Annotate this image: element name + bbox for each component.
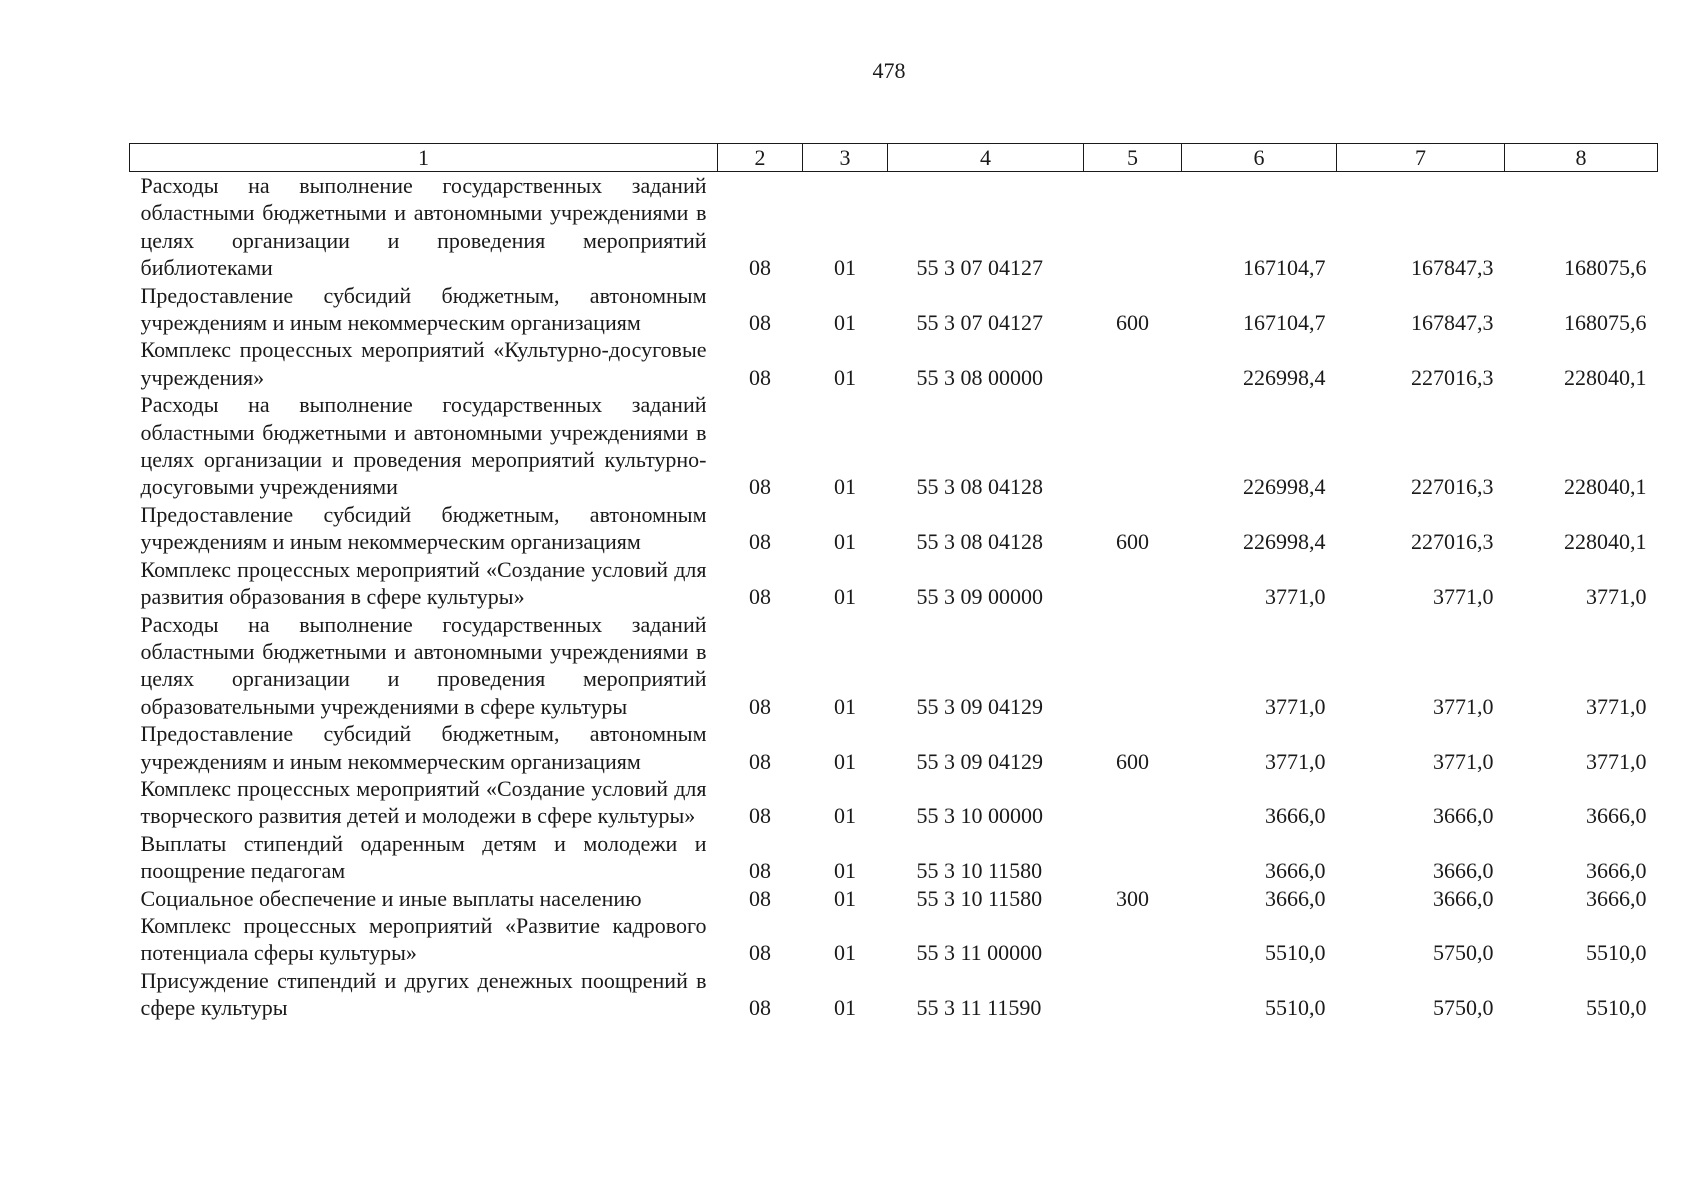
expense-type-code [1084, 967, 1182, 1022]
subsection-code: 01 [834, 584, 856, 610]
expense-type-code [1084, 336, 1182, 391]
header-col-1: 1 [130, 144, 718, 172]
target-article-code: 55 3 09 00000 [916, 584, 1043, 610]
header-col-4: 4 [888, 144, 1084, 172]
amount-col-6: 3771,0 [1265, 584, 1326, 610]
amount-col-7: 3771,0 [1433, 748, 1494, 774]
section-code: 08 [749, 995, 771, 1021]
expense-type-code [1084, 172, 1182, 282]
amount-col-6: 3771,0 [1265, 748, 1326, 774]
amount-col-6: 167104,7 [1243, 310, 1326, 336]
expense-type-code: 300 [1116, 885, 1149, 911]
expense-name: Выплаты стипендий одаренным детям и молодежи и поощрение педагогам [140, 830, 707, 884]
amount-col-6: 5510,0 [1265, 995, 1326, 1021]
table-row [130, 336, 1658, 391]
target-article-code: 55 3 10 00000 [916, 803, 1043, 829]
header-col-2: 2 [718, 144, 803, 172]
table-row [130, 501, 1658, 556]
target-article-code: 55 3 09 04129 [916, 748, 1043, 774]
section-code: 08 [749, 858, 771, 884]
budget-table [129, 143, 1658, 1022]
target-article-code: 55 3 10 11580 [916, 858, 1043, 884]
expense-name: Расходы на выполнение государственных заданий областными бюджетными и автономными учреждениями в целях организации и проведения мероприятий образовательными учреждениями в сфере культуры [140, 611, 707, 719]
table-row [130, 775, 1658, 830]
section-code: 08 [749, 803, 771, 829]
amount-col-7: 3666,0 [1433, 858, 1494, 884]
expense-type-code [1084, 391, 1182, 501]
header-col-3: 3 [803, 144, 888, 172]
table-row [130, 391, 1658, 501]
table-row [130, 556, 1658, 611]
subsection-code: 01 [834, 995, 856, 1021]
subsection-code: 01 [834, 364, 856, 390]
subsection-code: 01 [834, 885, 856, 911]
table-body [130, 172, 1658, 1022]
amount-col-7: 3771,0 [1433, 693, 1494, 719]
subsection-code: 01 [834, 858, 856, 884]
expense-name: Предоставление субсидий бюджетным, автономным учреждениям и иным некоммерческим организациям [140, 721, 707, 774]
expense-type-code [1084, 775, 1182, 830]
table-row [130, 720, 1658, 775]
subsection-code: 01 [834, 310, 856, 336]
header-col-6: 6 [1182, 144, 1337, 172]
amount-col-6: 3771,0 [1265, 693, 1326, 719]
subsection-code: 01 [834, 693, 856, 719]
section-code: 08 [749, 940, 771, 966]
section-code: 08 [749, 885, 771, 911]
table-header [130, 144, 1658, 172]
section-code: 08 [749, 584, 771, 610]
target-article-code: 55 3 07 04127 [916, 255, 1043, 281]
section-code: 08 [749, 748, 771, 774]
target-article-code: 55 3 11 00000 [916, 940, 1043, 966]
amount-col-7: 3666,0 [1433, 885, 1494, 911]
expense-name: Расходы на выполнение государственных заданий областными бюджетными и автономными учреждениями в целях организации и проведения мероприятий библиотеками [140, 173, 707, 281]
amount-col-7: 5750,0 [1433, 995, 1494, 1021]
subsection-code: 01 [834, 529, 856, 555]
amount-col-8: 168075,6 [1564, 310, 1647, 336]
subsection-code: 01 [834, 940, 856, 966]
expense-type-code [1084, 912, 1182, 967]
section-code: 08 [749, 364, 771, 390]
amount-col-8: 5510,0 [1586, 995, 1647, 1021]
expense-type-code: 600 [1116, 748, 1149, 774]
amount-col-8: 228040,1 [1564, 529, 1647, 555]
amount-col-7: 3666,0 [1433, 803, 1494, 829]
header-col-7: 7 [1337, 144, 1505, 172]
target-article-code: 55 3 09 04129 [916, 693, 1043, 719]
expense-name: Комплекс процессных мероприятий «Создание условий для творческого развития детей и молодежи в сфере культуры» [140, 775, 707, 829]
section-code: 08 [749, 529, 771, 555]
expense-name: Предоставление субсидий бюджетным, автономным учреждениям и иным некоммерческим организациям [140, 501, 707, 555]
amount-col-8: 5510,0 [1586, 940, 1647, 966]
subsection-code: 01 [834, 474, 856, 500]
subsection-code: 01 [834, 255, 856, 281]
amount-col-8: 3666,0 [1586, 885, 1647, 911]
section-code: 08 [749, 310, 771, 336]
amount-col-7: 227016,3 [1411, 364, 1494, 390]
amount-col-7: 3771,0 [1433, 584, 1494, 610]
amount-col-6: 3666,0 [1265, 858, 1326, 884]
section-code: 08 [749, 693, 771, 719]
amount-col-6: 3666,0 [1265, 885, 1326, 911]
table-row [130, 885, 1658, 912]
amount-col-6: 5510,0 [1265, 940, 1326, 966]
section-code: 08 [749, 474, 771, 500]
expense-type-code [1084, 556, 1182, 611]
expense-name: Комплекс процессных мероприятий «Культурно-досуговые учреждения» [140, 337, 707, 390]
table-row [130, 611, 1658, 721]
amount-col-8: 228040,1 [1564, 364, 1647, 390]
table-row [130, 912, 1658, 967]
table-row [130, 967, 1658, 1022]
expense-type-code: 600 [1116, 310, 1149, 336]
amount-col-6: 226998,4 [1243, 529, 1326, 555]
expense-name: Комплекс процессных мероприятий «Развитие кадрового потенциала сферы культуры» [140, 912, 707, 966]
amount-col-6: 167104,7 [1243, 255, 1326, 281]
expense-name: Расходы на выполнение государственных заданий областными бюджетными и автономными учреждениями в целях организации и проведения мероприятий культурно-досуговыми учреждениями [140, 392, 707, 500]
expense-name: Присуждение стипендий и других денежных поощрений в сфере культуры [140, 967, 707, 1021]
amount-col-8: 3666,0 [1586, 803, 1647, 829]
expense-type-code [1084, 830, 1182, 885]
amount-col-6: 3666,0 [1265, 803, 1326, 829]
amount-col-6: 226998,4 [1243, 474, 1326, 500]
expense-name: Социальное обеспечение и иные выплаты населению [140, 885, 642, 911]
amount-col-7: 167847,3 [1411, 310, 1494, 336]
header-col-5: 5 [1084, 144, 1182, 172]
subsection-code: 01 [834, 803, 856, 829]
page-number: 478 [872, 58, 906, 83]
header-col-8: 8 [1505, 144, 1658, 172]
amount-col-7: 227016,3 [1411, 529, 1494, 555]
header-row [130, 144, 1658, 172]
amount-col-8: 168075,6 [1564, 255, 1647, 281]
table-row [130, 282, 1658, 337]
amount-col-7: 227016,3 [1411, 474, 1494, 500]
table-row [130, 830, 1658, 885]
amount-col-8: 228040,1 [1564, 474, 1647, 500]
section-code: 08 [749, 255, 771, 281]
target-article-code: 55 3 08 04128 [916, 529, 1043, 555]
subsection-code: 01 [834, 748, 856, 774]
target-article-code: 55 3 11 11590 [916, 995, 1042, 1021]
target-article-code: 55 3 08 00000 [916, 364, 1043, 390]
expense-type-code [1084, 611, 1182, 721]
amount-col-7: 167847,3 [1411, 255, 1494, 281]
target-article-code: 55 3 10 11580 [916, 885, 1043, 911]
expense-name: Комплекс процессных мероприятий «Создание условий для развития образования в сфере культуры» [140, 556, 707, 610]
expense-type-code: 600 [1116, 529, 1149, 555]
expense-name: Предоставление субсидий бюджетным, автономным учреждениям и иным некоммерческим организациям [140, 282, 707, 336]
amount-col-8: 3771,0 [1586, 693, 1647, 719]
amount-col-6: 226998,4 [1243, 364, 1326, 390]
amount-col-7: 5750,0 [1433, 940, 1494, 966]
target-article-code: 55 3 08 04128 [916, 474, 1043, 500]
target-article-code: 55 3 07 04127 [916, 310, 1043, 336]
amount-col-8: 3771,0 [1586, 748, 1647, 774]
amount-col-8: 3666,0 [1586, 858, 1647, 884]
table-row [130, 172, 1658, 282]
amount-col-8: 3771,0 [1586, 584, 1647, 610]
